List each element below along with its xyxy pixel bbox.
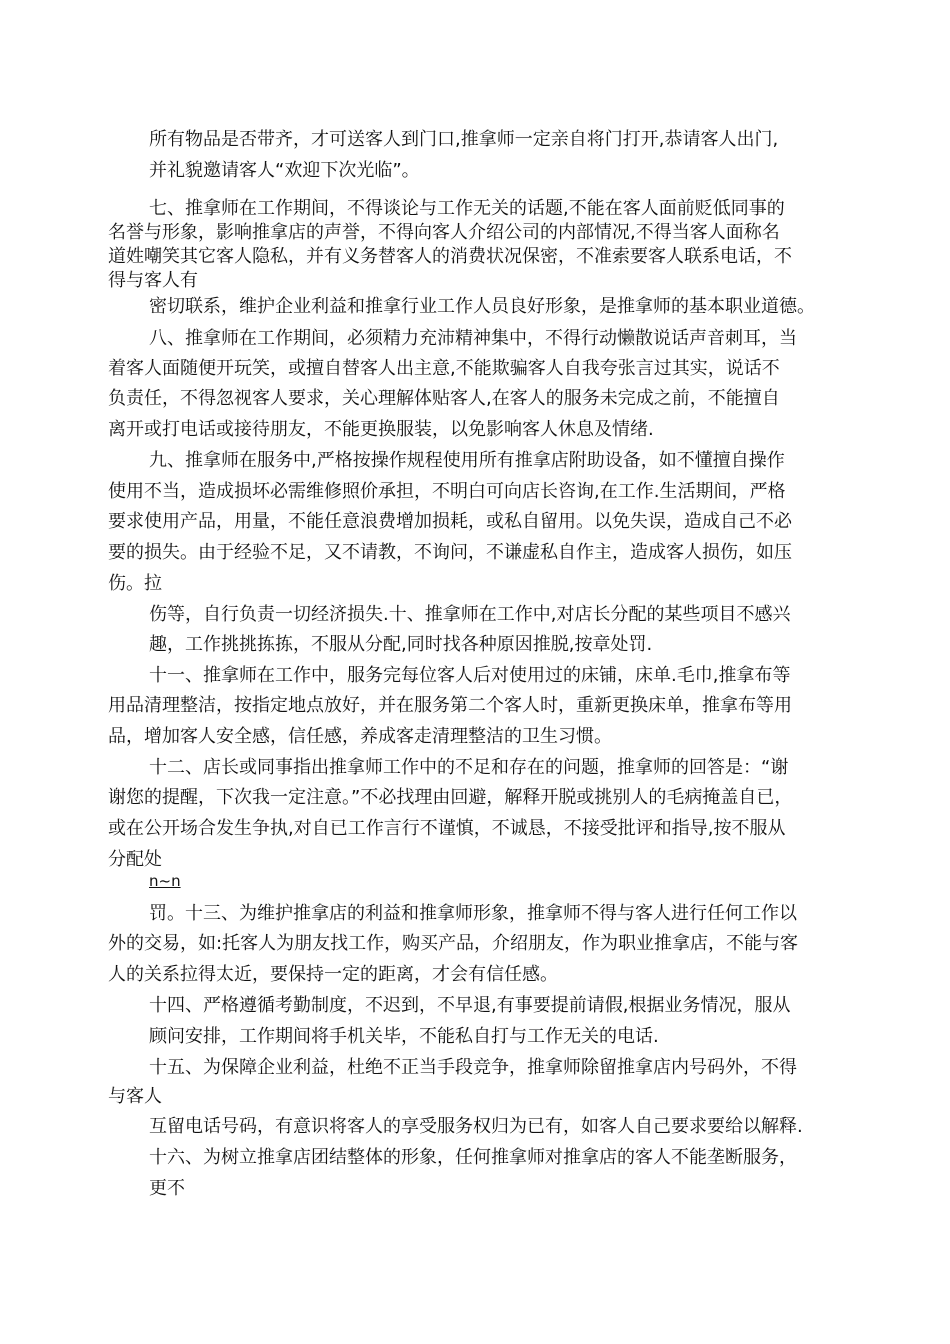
text-line: 十四、严格遵循考勤制度，不迟到，不早退,有事要提前请假,根据业务情况，服从: [149, 995, 791, 1016]
text-line: 九、推拿师在服务中,严格按操作规程使用所有推拿店附助设备，如不懂擅自操作: [149, 450, 785, 471]
text-line: 外的交易，如:托客人为朋友找工作，购买产品，介绍朋友，作为职业推拿店，不能与客: [108, 933, 799, 954]
text-line: 所有物品是否带齐，才可送客人到门口,推拿师一定亲自将门打开,恭请客人出门,: [149, 129, 779, 150]
text-line: 十二、店长或同事指出推拿师工作中的不足和存在的问题，推拿师的回答是：“谢: [149, 757, 789, 778]
text-line: 顾问安排，工作期间将手机关毕，不能私自打与工作无关的电话.: [149, 1026, 659, 1047]
page-number: n~n: [149, 872, 181, 890]
text-line: 十五、为保障企业利益，杜绝不正当手段竞争，推拿师除留推拿店内号码外，不得: [149, 1057, 797, 1078]
text-line: 道姓嘲笑其它客人隐私，并有义务替客人的消费状况保密，不准索要客人联系电话，不: [108, 246, 792, 267]
text-line: 得与客人有: [108, 270, 198, 291]
text-line: 七、推拿师在工作期间，不得谈论与工作无关的话题,不能在客人面前贬低同事的: [149, 198, 785, 219]
text-line: 互留电话号码，有意识将客人的享受服务权归为已有，如客人自己要求要给以解释.: [149, 1116, 803, 1137]
text-line: 着客人面随便开玩笑，或擅自替客人出主意,不能欺骗客人自我夸张言过其实，说话不: [108, 358, 780, 379]
text-line: 伤等，自行负责一切经济损失.十、推拿师在工作中,对店长分配的某些项目不感兴: [149, 604, 791, 625]
text-line: 品，增加客人安全感，信任感，养成客走清理整洁的卫生习惯。: [108, 726, 612, 747]
text-line: 趣，工作挑挑拣拣，不服从分配,同时找各种原因推脱,按章处罚.: [149, 634, 653, 655]
text-line: 要求使用产品，用量，不能任意浪费增加损耗，或私自留用。以免失误，造成自己不必: [108, 511, 792, 532]
text-line: 并礼貌邀请客人“欢迎下次光临”。: [149, 160, 420, 181]
text-line: 负责任，不得忽视客人要求，关心理解体贴客人,在客人的服务未完成之前，不能擅自: [108, 388, 780, 409]
text-line: 罚。十三、为维护推拿店的利益和推拿师形象，推拿师不得与客人进行任何工作以: [149, 903, 797, 924]
text-line: 八、推拿师在工作期间，必须精力充沛精神集中，不得行动懒散说话声音刺耳，当: [149, 328, 797, 349]
text-line: 或在公开场合发生争执,对自已工作言行不谨慎，不诚恳，不接受批评和指导,按不服从: [108, 818, 786, 839]
text-line: 要的损失。由于经验不足，又不请教，不询问，不谦虚私自作主，造成客人损伤，如压: [108, 542, 792, 563]
text-line: 使用不当，造成损坏必需维修照价承担，不明白可向店长咨询,在工作.生活期间，严格: [108, 481, 786, 502]
text-line: 伤。拉: [108, 573, 162, 594]
text-line: 密切联系，维护企业利益和推拿行业工作人员良好形象，是推拿师的基本职业道德。: [149, 296, 815, 317]
text-line: 十一、推拿师在工作中，服务完每位客人后对使用过的床铺，床单.毛巾,推拿布等: [149, 665, 791, 686]
text-line: 名誉与形象，影响推拿店的声誉，不得向客人介绍公司的内部情况,不得当客人面称名: [108, 222, 780, 243]
text-line: 离开或打电话或接待朋友，不能更换服装，以免影响客人休息及情绪.: [108, 419, 654, 440]
text-line: 分配处: [108, 849, 162, 870]
text-line: 人的关系拉得太近，要保持一定的距离，才会有信任感。: [108, 964, 558, 985]
text-line: 与客人: [108, 1086, 162, 1107]
text-line: 用品清理整洁，按指定地点放好，并在服务第二个客人时，重新更换床单，推拿布等用: [108, 695, 792, 716]
text-line: 谢您的提醒，下次我一定注意。”不必找理由回避，解释开脱或挑别人的毛病掩盖自已，: [108, 787, 793, 808]
text-line: 更不: [149, 1178, 185, 1199]
text-line: 十六、为树立推拿店团结整体的形象，任何推拿师对推拿店的客人不能垄断服务，: [149, 1147, 797, 1168]
